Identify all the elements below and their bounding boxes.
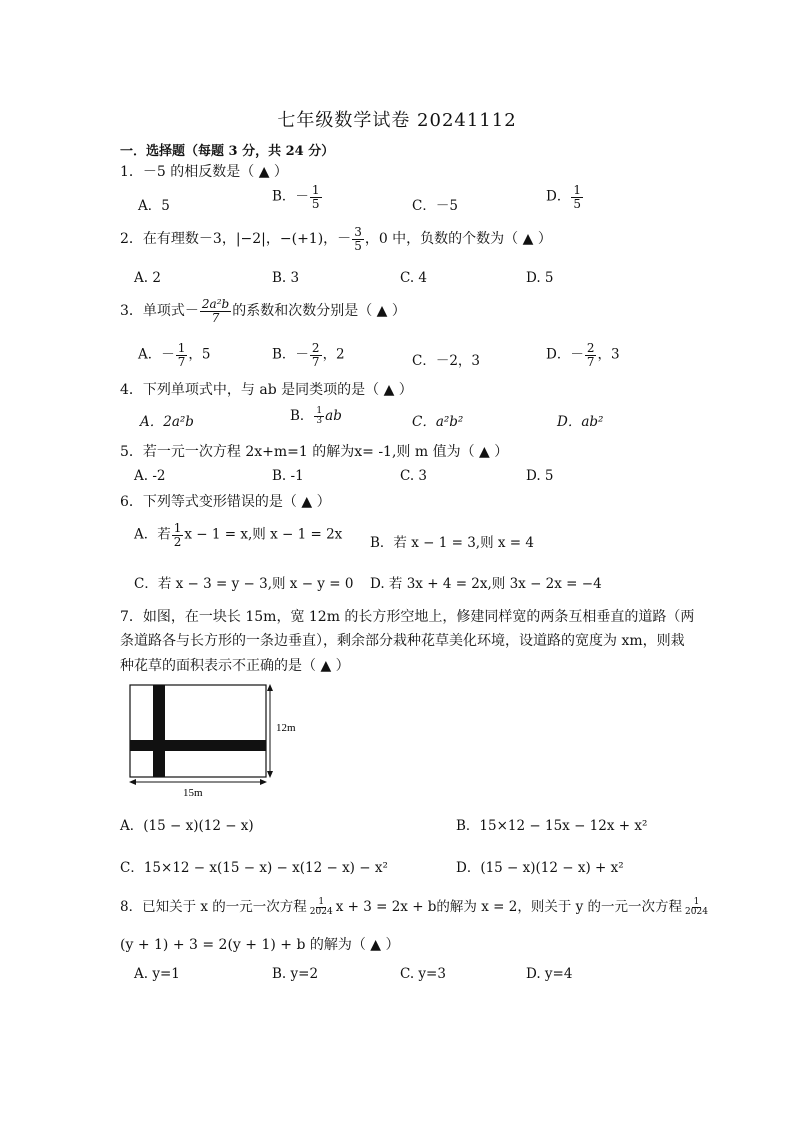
question-5: 5．若一元一次方程 2x+m=1 的解为x= -1,则 m 值为（ ▲ ） [120, 444, 509, 460]
q2-option-b: B. 3 [272, 270, 300, 286]
q2-option-a: A. 2 [134, 270, 161, 286]
page-title: 七年级数学试卷 20241112 [277, 110, 517, 131]
q6-option-d: D. 若 3x + 4 = 2x,则 3x − 2x = −4 [370, 576, 602, 592]
q3-option-c: C．－2，3 [412, 353, 481, 369]
question-2: 2．在有理数－3，|−2|，−(+1)，－ $\frac{3}{5}$ ，0 中，负数的个数为（ ▲ ） [120, 225, 552, 253]
question-6: 6．下列等式变形错误的是（ ▲ ） [120, 494, 331, 510]
figure-width-label: 15m [183, 787, 203, 799]
horizontal-road [130, 740, 266, 751]
q3-option-a: A．－ $\frac{1}{7}$ ，5 [138, 341, 211, 369]
q2-option-d: D. 5 [526, 270, 554, 286]
height-arrow-bottom [267, 771, 273, 778]
q8-option-c: C. y=3 [400, 966, 446, 982]
q1-option-a: A．5 [138, 198, 170, 214]
q7-option-c: C．15×12 − x(15 − x) − x(12 − x) − x² [120, 860, 388, 876]
q8-option-d: D. y=4 [526, 966, 573, 982]
question-8-line-2: (y + 1) + 3 = 2(y + 1) + b 的解为（ ▲ ） [120, 937, 400, 953]
vertical-road [153, 685, 165, 777]
q4-option-b: B． $\frac{1}{3}$ ab [290, 405, 342, 426]
q2-option-c: C. 4 [400, 270, 428, 286]
q6-option-c: C．若 x − 3 = y − 3,则 x − y = 0 [134, 576, 354, 592]
q7-option-a: A．(15 − x)(12 − x) [120, 818, 254, 834]
q5-option-b: B. -1 [272, 468, 304, 484]
question-8-line-1: 8．已知关于 x 的一元一次方程 $\frac{1}{2024}$ x + 3 = 2x + b的解为 x = 2，则关于 y 的一元一次方程 $\frac{1}{2024}$ [120, 896, 708, 917]
height-arrow-top [267, 684, 273, 691]
q5-option-c: C. 3 [400, 468, 428, 484]
q5-option-d: D. 5 [526, 468, 554, 484]
q4-option-a: A．2a²b [140, 414, 194, 430]
q8-option-b: B. y=2 [272, 966, 319, 982]
q1-option-c: C．－5 [412, 198, 458, 214]
q1-option-b: B．－ $\frac{1}{5}$ [272, 183, 320, 211]
question-7-line-1: 7．如图，在一块长 15m，宽 12m 的长方形空地上，修建同样宽的两条互相垂直的道路（两 [120, 609, 695, 625]
figure-height-label: 12m [276, 722, 296, 734]
q7-option-b: B．15×12 − 15x − 12x + x² [456, 818, 648, 834]
question-7-line-3: 种花草的面积表示不正确的是（ ▲ ） [120, 658, 350, 674]
width-arrow-left [129, 779, 136, 785]
width-arrow-right [260, 779, 267, 785]
q7-option-d: D．(15 − x)(12 − x) + x² [456, 860, 624, 876]
question-7-line-2: 条道路各与长方形的一条边垂直），剩余部分栽种花草美化环境，设道路的宽度为 xm，则栽 [120, 633, 685, 649]
q3-option-b: B．－ $\frac{2}{7}$ ，2 [272, 341, 345, 369]
q5-option-a: A. -2 [134, 468, 166, 484]
q6-option-a: A．若 $\frac{1}{2}$ x − 1 = x,则 x − 1 = 2x [134, 521, 343, 549]
field-rectangle [130, 685, 266, 777]
q8-option-a: A. y=1 [134, 966, 180, 982]
q4-option-c: C．a²b² [412, 414, 464, 430]
q6-option-b: B．若 x − 1 = 3,则 x = 4 [370, 535, 534, 551]
q3-option-d: D．－ $\frac{2}{7}$ ，3 [546, 341, 620, 369]
section-heading: 一．选择题（每题 3 分，共 24 分） [120, 144, 335, 159]
question-1: 1．－5 的相反数是（ ▲ ） [120, 164, 288, 180]
question-4: 4．下列单项式中，与 ab 是同类项的是（ ▲ ） [120, 382, 413, 398]
question-3: 3．单项式－ $\frac{\text{2a²b}}{7}$ 的系数和次数分别是（ ▲ ） [120, 297, 406, 325]
rectangle-figure [126, 680, 306, 800]
q1-option-d: D． $\frac{1}{5}$ [546, 183, 581, 211]
q4-option-d: D．ab² [557, 414, 604, 430]
